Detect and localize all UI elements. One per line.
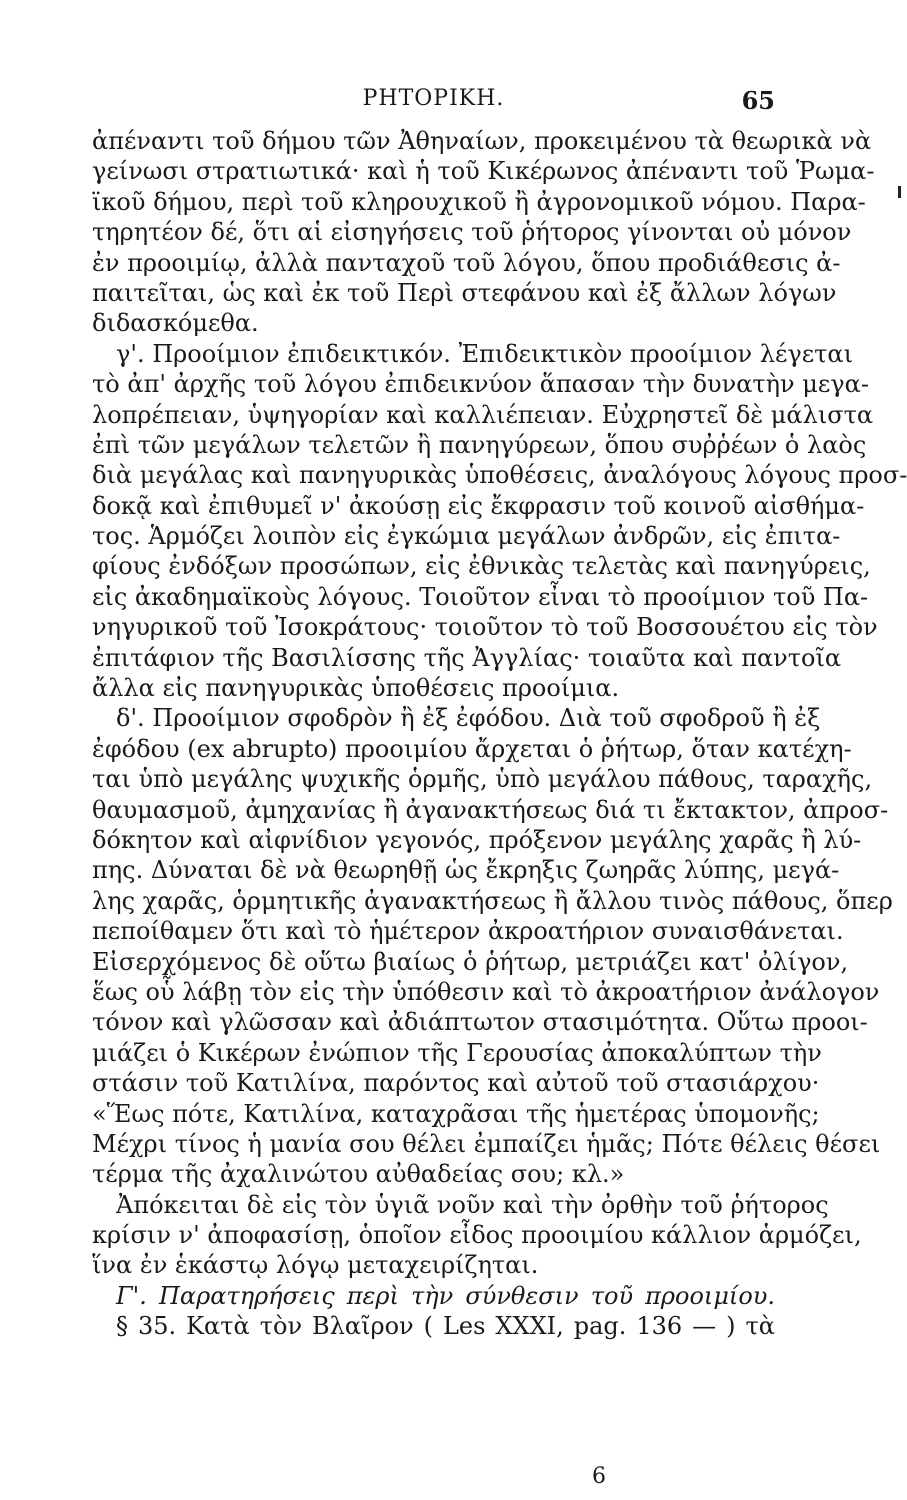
text-line: Εἰσερχόμενος δὲ οὕτω βιαίως ὁ ῥήτωρ, μετριάζει κατ' ὀλίγον, [92,947,849,976]
text-line: δοκᾷ καὶ ἐπιθυμεῖ ν' ἀκούσῃ εἰς ἔκφρασιν τοῦ κοινοῦ αἰσθήμα- [92,491,865,520]
text-line: ται ὑπὸ μεγάλης ψυχικῆς ὁρμῆς, ὑπὸ μεγάλου πάθους, ταραχῆς, [92,765,873,794]
text-line: παιτεῖται, ὡς καὶ ἐκ τοῦ Περὶ στεφάνου καὶ ἐξ ἄλλων λόγων [92,278,837,307]
text-line: ἀπέναντι τοῦ δήμου τῶν Ἀθηναίων, προκειμένου τὰ θεωρικὰ νὰ [92,127,872,155]
text-line: γείνωσι στρατιωτικά· καὶ ἡ τοῦ Κικέρωνος ἀπέναντι τοῦ Ῥωμα- [92,157,875,186]
text-line: διδασκόμεθα. [92,309,259,338]
text-line: ἵνα ἐν ἑκάστῳ λόγῳ μεταχειρίζηται. [92,1251,539,1280]
text-line: στάσιν τοῦ Κατιλίνα, παρόντος καὶ αὐτοῦ τοῦ στασιάρχου· [92,1069,820,1098]
text-line: ϊκοῦ δήμου, περὶ τοῦ κληρουχικοῦ ἢ ἀγρονομικοῦ νόμου. Παρα- [92,187,866,216]
text-line: φίους ἐνδόξων προσώπων, εἰς ἐθνικὰς τελετὰς καὶ πανηγύρεις, [92,552,871,581]
text-line: εἰς ἀκαδημαϊκοὺς λόγους. Τοιοῦτον εἶναι τὸ προοίμιον τοῦ Πα- [92,582,869,611]
edge-mark [898,186,901,198]
text-line: ἐφόδου (ex abrupto) προοιμίου ἄρχεται ὁ ῥήτωρ, ὅταν κατέχη- [92,734,852,763]
text-line: τηρητέον δέ, ὅτι αἱ εἰσηγήσεις τοῦ ῥήτορος γίνονται οὐ μόνον [92,218,852,247]
text-line: ἐν προοιμίῳ, ἀλλὰ πανταχοῦ τοῦ λόγου, ὅπου προδιάθεσις ἀ- [92,248,841,277]
text-line: νηγυρικοῦ τοῦ Ἰσοκράτους· τοιοῦτον τὸ τοῦ Βοσσουέτου εἰς τὸν [92,613,878,642]
text-line: τὸ ἀπ' ἀρχῆς τοῦ λόγου ἐπιδεικνύον ἅπασαν τὴν δυνατὴν μεγα- [92,370,869,399]
text-line: ἐπὶ τῶν μεγάλων τελετῶν ἢ πανηγύρεων, ὅπου συῤῥέων ὁ λαὸς [92,430,867,459]
page-number: 65 [741,86,775,115]
section-heading-delta: δ'. Προοίμιον σφοδρὸν ἢ ἐξ ἐφόδου. Διὰ τοῦ σφοδροῦ ἢ ἐξ [116,704,821,733]
text-line: διὰ μεγάλας καὶ πανηγυρικὰς ὑποθέσεις, ἀναλόγους λόγους προσ- [92,461,907,490]
text-line: πης. Δύναται δὲ νὰ θεωρηθῇ ὡς ἔκρηξις ζωηρᾶς λύπης, μεγά- [92,856,840,885]
paragraph-35-line: § 35. Κατὰ τὸν Βλαῖρον ( Les XXXI, pag. 136 — ) τὰ [116,1312,775,1341]
text-line: τος. Ἁρμόζει λοιπὸν εἰς ἐγκώμια μεγάλων ἀνδρῶν, εἰς ἐπιτα- [92,522,841,551]
text-line: μιάζει ὁ Κικέρων ἐνώπιον τῆς Γερουσίας ἀποκαλύπτων τὴν [92,1038,822,1067]
text-line: ἐπιτάφιον τῆς Βασιλίσσης τῆς Ἀγγλίας· τοιαῦτα καὶ παντοῖα [92,643,842,672]
page-header [92,86,775,126]
quote-line: Μέχρι τίνος ἡ μανία σου θέλει ἐμπαίζει ἡμᾶς; Πότε θέλεις θέσει [92,1129,881,1158]
body-text [92,126,907,1342]
text-line: πεποίθαμεν ὅτι καὶ τὸ ἡμέτερον ἀκροατήριον συναισθάνεται. [92,917,844,946]
section-heading-gamma: γ'. Προοίμιον ἐπιδεικτικόν. Ἐπιδεικτικὸν προοίμιον λέγεται [116,339,854,368]
running-title: ΡΗΤΟΡΙΚΗ. [362,86,505,111]
section-heading-observations: Γ'. Παρατηρήσεις περὶ τὴν σύνθεσιν τοῦ προοιμίου. [116,1281,775,1310]
text-line: ἕως οὗ λάβῃ τὸν εἰς τὴν ὑπόθεσιν καὶ τὸ ἀκροατήριον ἀνάλογον [92,977,880,1006]
text-line: δόκητον καὶ αἰφνίδιον γεγονός, πρόξενον μεγάλης χαρᾶς ἢ λύ- [92,825,862,854]
text-line: ἄλλα εἰς πανηγυρικὰς ὑποθέσεις προοίμια. [92,674,620,703]
signature-mark: 6 [592,1464,606,1489]
text-line: λης χαρᾶς, ὁρμητικῆς ἀγανακτήσεως ἢ ἄλλου τινὸς πάθους, ὅπερ [92,886,893,915]
text-line: Ἀπόκειται δὲ εἰς τὸν ὑγιᾶ νοῦν καὶ τὴν ὀρθὴν τοῦ ῥήτορος [116,1190,829,1219]
quote-line: «Ἕως πότε, Κατιλίνα, καταχρᾶσαι τῆς ἡμετέρας ὑπομονῆς; [92,1099,820,1128]
quote-line: τέρμα τῆς ἀχαλινώτου αὐθαδείας σου; κλ.» [92,1160,625,1189]
text-line: λοπρέπειαν, ὑψηγορίαν καὶ καλλιέπειαν. Εὐχρηστεῖ δὲ μάλιστα [92,400,874,429]
text-line: κρίσιν ν' ἀποφασίσῃ, ὁποῖον εἶδος προοιμίου κάλλιον ἁρμόζει, [92,1221,862,1250]
text-line: θαυμασμοῦ, ἀμηχανίας ἢ ἀγανακτήσεως διά τι ἔκτακτον, ἀπροσ- [92,795,889,824]
text-line: τόνον καὶ γλῶσσαν καὶ ἀδιάπτωτον στασιμότητα. Οὕτω προοι- [92,1008,868,1037]
